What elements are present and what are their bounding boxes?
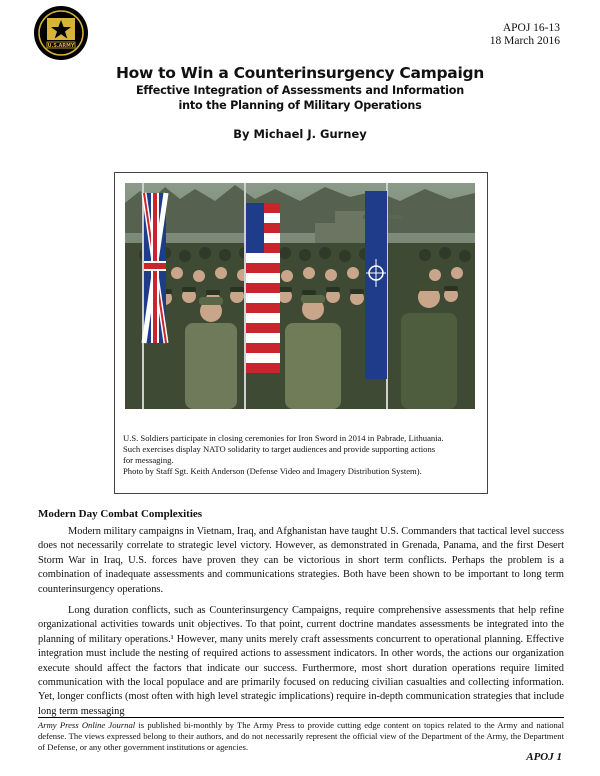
paragraph: Modern military campaigns in Vietnam, Iraq, and Afghanistan have taught U.S. Commanders that tactical level success does not necessarily correlate to strategic level victory. However, as demonstrated in Grenada, Panama, and the first Desert Storm War in Iraq, U.S. forces have proven they can be victorious in short term conflicts. Perhaps the problem is a combination of inadequate assessments and communications strategies. Both have been shown to be important to long term counterinsurgency operations. (38, 526, 564, 595)
footer-note-text: is published bi-monthly by The Army Press to provide cutting edge content on topics related to the Army and national defense. The views expressed belong to their authors, and do not necessarily represent the official view of the Department of the Army, the Department of Defense, or any other government institutions or agencies. (38, 720, 565, 752)
svg-text:U.S.ARMY: U.S.ARMY (47, 44, 75, 50)
section-heading: Modern Day Combat Complexities (38, 508, 203, 520)
footer-note (38, 720, 564, 753)
journal-name: Army Press Online Journal (38, 720, 136, 730)
publication-date: 18 March 2016 (489, 35, 560, 47)
army-star-icon (34, 6, 88, 60)
subtitle-line-2: into the Planning of Military Operations (178, 99, 422, 112)
soldiers-flags-illustration (125, 183, 475, 409)
article-body (38, 525, 564, 726)
us-army-logo (34, 6, 88, 60)
caption-line-2: Such exercises display NATO solidarity to target audiences and provide supporting actions (123, 444, 436, 454)
article-subtitle (0, 83, 600, 113)
caption-line-3: for messaging. (123, 455, 174, 465)
figure-caption (123, 433, 481, 477)
page-number: APOJ 1 (526, 751, 562, 763)
document-id: APOJ 16-13 (502, 22, 560, 34)
footer-divider (38, 717, 564, 718)
figure-box (114, 172, 488, 494)
paragraph: Long duration conflicts, such as Counterinsurgency Campaigns, require comprehensive assessments that help refine organizational activities towards unit objectives. To that point, current doctrine mandates assessments be integrated into the planning of military operations.¹ However, many units merely craft assessments concurrent to operational planning. Effective integration must include the nesting of required actions to assessment indicators. In other words, the actions our organization execute should affect the factors that indicate our success. Furthermore, most short duration operations require limited communication with the local populace and are primarily focused on reducing civilian casualties and collecting information. Yet, longer conflicts (most often with high level strategic implications) require in-depth communication strategies that include long term messaging (38, 605, 564, 717)
caption-line-1: U.S. Soldiers participate in closing ceremonies for Iron Sword in 2014 in Pabrade, Lithuania. (123, 433, 444, 443)
author-byline: By Michael J. Gurney (233, 127, 367, 141)
photo-credit: Photo by Staff Sgt. Keith Anderson (Defense Video and Imagery Distribution System). (123, 466, 422, 476)
subtitle-line-1: Effective Integration of Assessments and Information (135, 84, 465, 97)
ceremony-photo (125, 183, 475, 409)
article-title: How to Win a Counterinsurgency Campaign (115, 64, 484, 82)
document-id-block (490, 22, 560, 48)
